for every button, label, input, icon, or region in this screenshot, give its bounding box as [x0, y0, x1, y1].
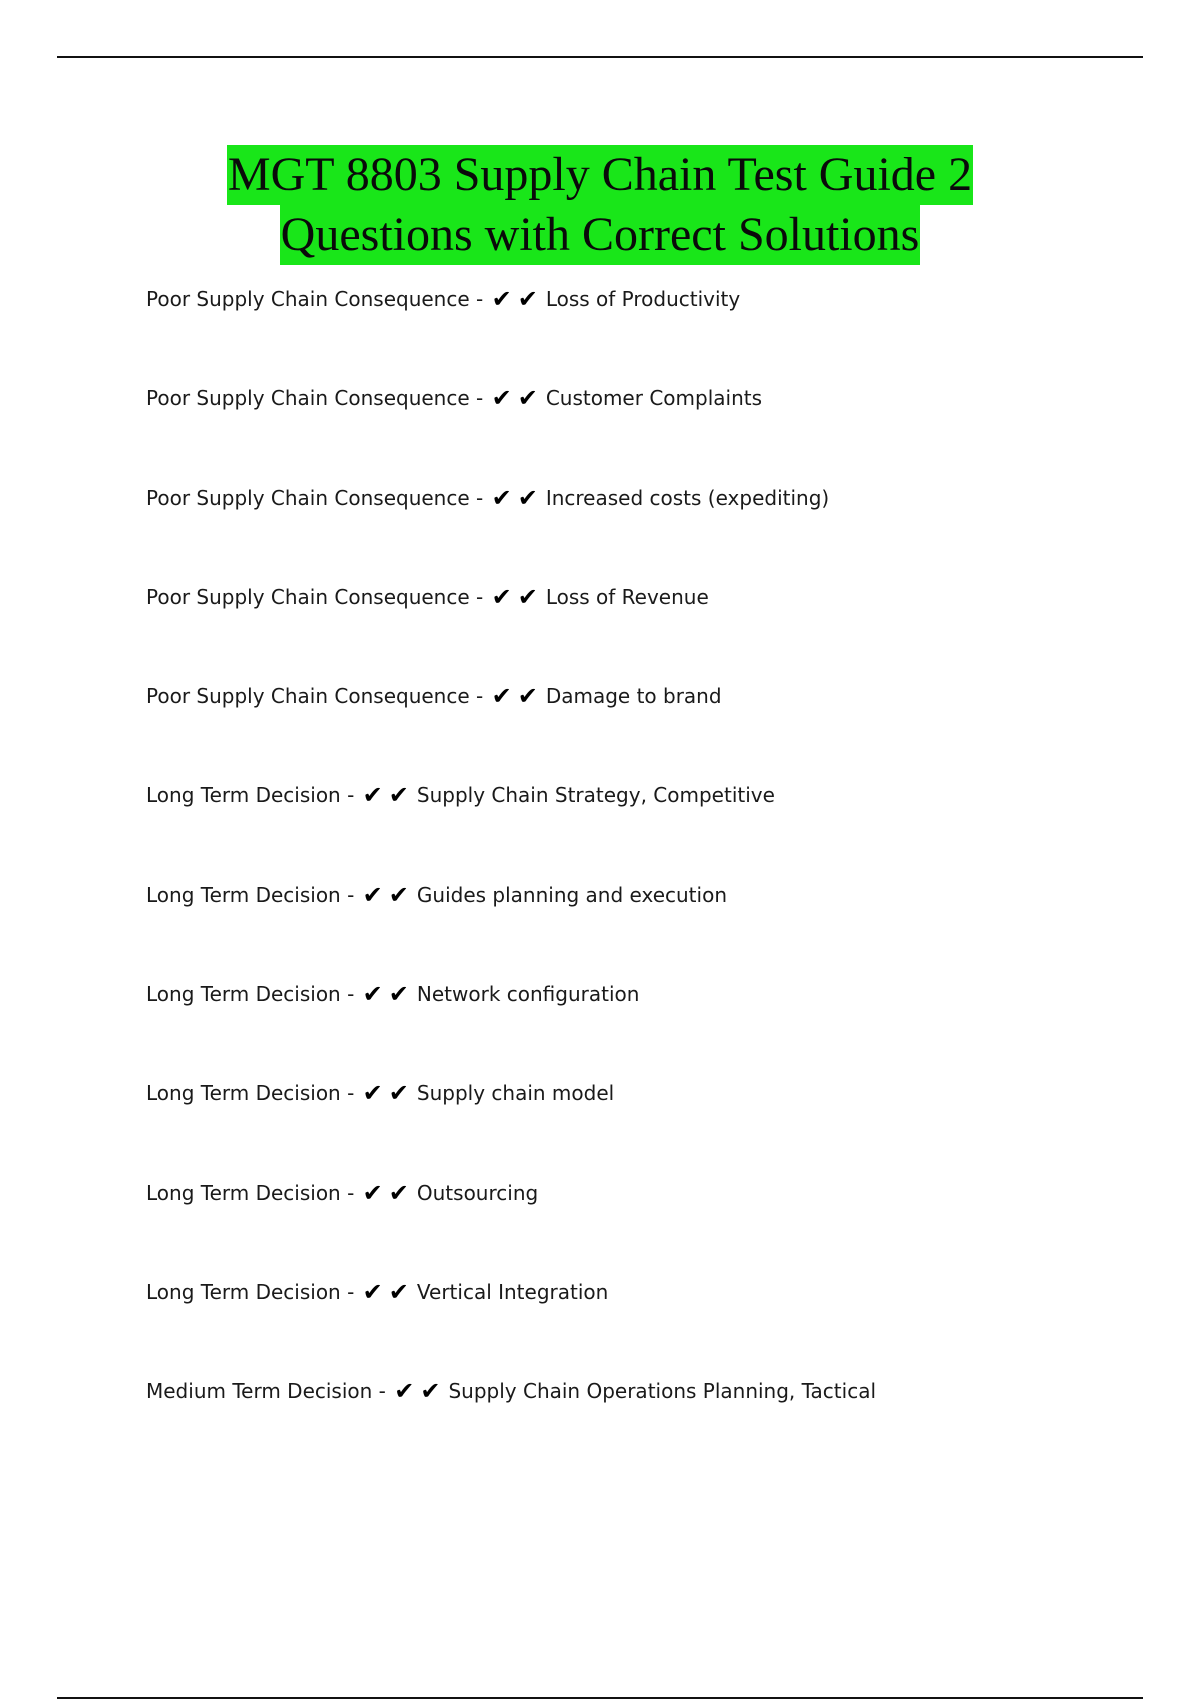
check-icon: ✔✔ — [394, 1377, 447, 1406]
qa-item — [146, 1372, 876, 1471]
qa-list — [146, 280, 876, 1472]
question-text: Medium Term Decision - — [146, 1379, 386, 1404]
qa-item — [146, 1273, 876, 1372]
title-line-2: Questions with Correct Solutions — [280, 205, 921, 265]
title-line-1: MGT 8803 Supply Chain Test Guide 2 — [227, 145, 973, 205]
answer-text: Increased costs (expediting) — [545, 485, 830, 510]
answer-text: Guides planning and execution — [416, 882, 727, 907]
qa-item — [146, 1174, 876, 1273]
check-icon: ✔✔ — [362, 880, 415, 909]
answer-text: Outsourcing — [416, 1180, 539, 1205]
check-icon: ✔✔ — [362, 1079, 415, 1108]
answer-text: Loss of Revenue — [545, 584, 709, 609]
answer-text: Supply Chain Strategy, Competitive — [416, 783, 775, 808]
answer-text: Vertical Integration — [416, 1279, 609, 1304]
qa-item — [146, 1074, 876, 1173]
check-icon: ✔✔ — [491, 682, 544, 711]
check-icon: ✔✔ — [362, 1178, 415, 1207]
qa-item — [146, 379, 876, 478]
question-text: Poor Supply Chain Consequence - — [146, 287, 484, 311]
qa-item — [146, 876, 876, 975]
question-text: Poor Supply Chain Consequence - — [146, 485, 484, 510]
check-icon: ✔✔ — [491, 285, 544, 313]
answer-text: Supply Chain Operations Planning, Tactical — [448, 1379, 877, 1404]
question-text: Long Term Decision - — [146, 882, 355, 907]
question-text: Long Term Decision - — [146, 1081, 355, 1106]
answer-text: Damage to brand — [545, 684, 722, 709]
qa-item — [146, 280, 876, 379]
answer-text: Network configuration — [416, 982, 640, 1007]
check-icon: ✔✔ — [491, 384, 544, 413]
question-text: Long Term Decision - — [146, 1180, 355, 1205]
question-text: Poor Supply Chain Consequence - — [146, 584, 484, 609]
answer-text: Supply chain model — [416, 1081, 615, 1106]
answer-text: Customer Complaints — [545, 386, 763, 411]
check-icon: ✔✔ — [491, 582, 544, 611]
answer-text: Loss of Productivity — [545, 287, 741, 311]
question-text: Poor Supply Chain Consequence - — [146, 386, 484, 411]
question-text: Long Term Decision - — [146, 783, 355, 808]
question-text: Poor Supply Chain Consequence - — [146, 684, 484, 709]
question-text: Long Term Decision - — [146, 1279, 355, 1304]
check-icon: ✔✔ — [491, 483, 544, 512]
qa-item — [146, 776, 876, 875]
qa-item — [146, 479, 876, 578]
document-title — [0, 145, 1200, 265]
footer-rule — [57, 1697, 1143, 1699]
check-icon: ✔✔ — [362, 980, 415, 1009]
qa-item — [146, 975, 876, 1074]
question-text: Long Term Decision - — [146, 982, 355, 1007]
qa-item — [146, 677, 876, 776]
check-icon: ✔✔ — [362, 1277, 415, 1306]
header-rule — [57, 56, 1143, 58]
check-icon: ✔✔ — [362, 781, 415, 810]
qa-item — [146, 578, 876, 677]
